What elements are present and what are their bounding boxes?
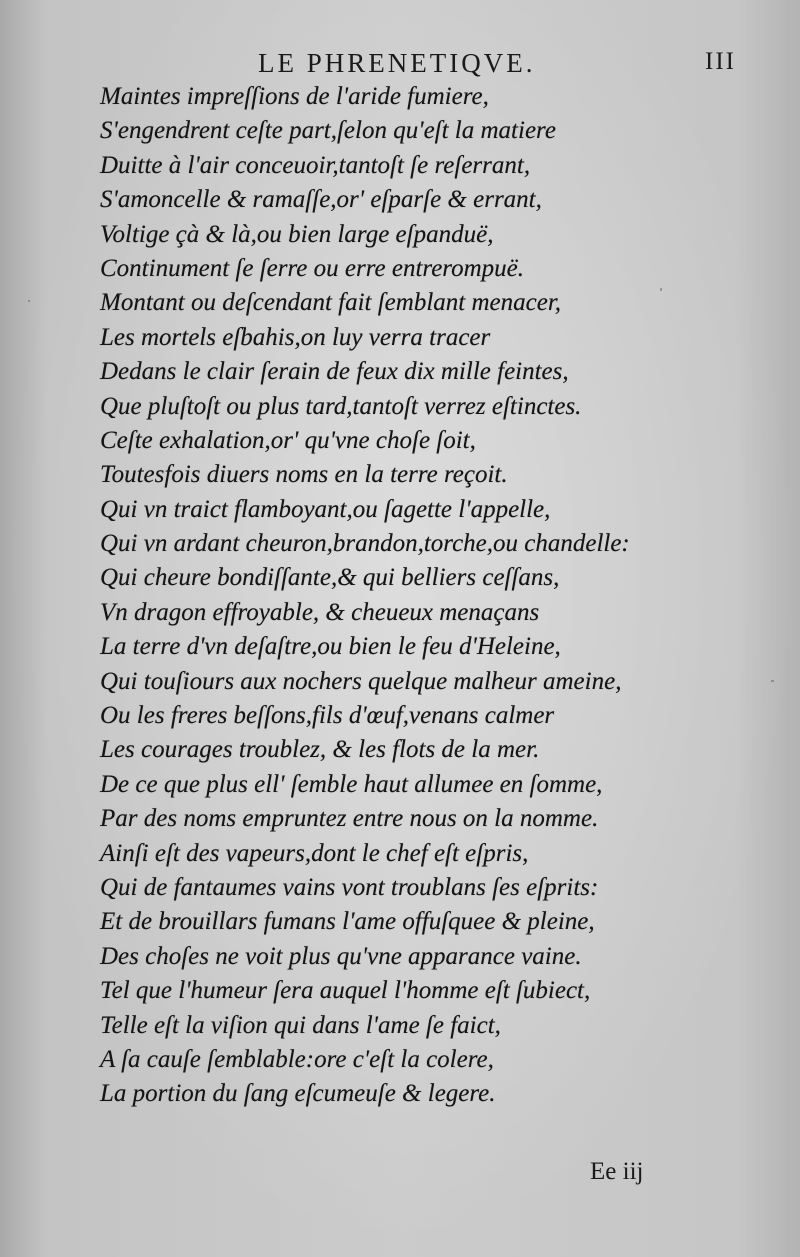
- verse-line: Qui vn ardant cheuron,brandon,torche,ou chandelle:: [100, 530, 630, 558]
- paper-speck: [771, 680, 774, 682]
- page-number: III: [705, 48, 736, 75]
- verse-line: Telle eſt la viſion qui dans l'ame ſe faict,: [100, 1011, 501, 1039]
- verse-line: Voltige çà & là,ou bien large eſpanduë,: [100, 220, 494, 248]
- verse-line: De ce que plus ell' ſemble haut allumee en ſomme,: [100, 770, 603, 798]
- verse-line: Ainſi eſt des vapeurs,dont le chef eſt eſpris,: [100, 839, 529, 867]
- verse-line: Par des noms empruntez entre nous on la nomme.: [100, 805, 599, 833]
- running-head: [0, 44, 800, 84]
- verse-line: Et de brouillars fumans l'ame offuſquee & pleine,: [100, 908, 595, 936]
- verse-line: Maintes impreſſions de l'aride fumiere,: [100, 83, 489, 110]
- verse-line: Que pluſtoſt ou plus tard,tantoſt verrez eſtinctes.: [100, 392, 582, 420]
- verse-line: Les mortels eſbahis,on luy verra tracer: [100, 323, 491, 351]
- verse-line: Continument ſe ſerre ou erre entrerompuë.: [100, 254, 524, 282]
- verse-line: Ou les freres beſſons,fils d'œuf,venans calmer: [100, 702, 555, 730]
- verse-line: Qui vn traict flamboyant,ou ſagette l'appelle,: [100, 495, 551, 523]
- verse-line: Les courages troublez, & les flots de la mer.: [100, 736, 540, 764]
- verse-line: La terre d'vn deſaſtre,ou bien le feu d'Heleine,: [100, 633, 561, 661]
- verse-line: Montant ou deſcendant fait ſemblant menacer,: [100, 289, 562, 317]
- verse-line: La portion du ſang eſcumeuſe & legere.: [100, 1080, 496, 1108]
- running-title: LE PHRENETIQVE.: [258, 48, 536, 78]
- verse-line: A ſa cauſe ſemblable:ore c'eſt la colere,: [100, 1045, 494, 1073]
- verse-line: Vn dragon effroyable, & cheueux menaçans: [100, 598, 540, 626]
- verse-line: Qui cheure bondiſſante,& qui belliers ceſſans,: [100, 564, 560, 592]
- verse-line: Dedans le clair ſerain de feux dix mille feintes,: [100, 358, 569, 386]
- paper-speck: [28, 300, 30, 302]
- verse-line: Des choſes ne voit plus qu'vne apparance vaine.: [100, 942, 582, 970]
- verse-line: Duitte à l'air conceuoir,tantoſt ſe reſerrant,: [100, 151, 531, 179]
- verse-line: Tel que l'humeur ſera auquel l'homme eſt ſubiect,: [100, 977, 591, 1005]
- verse-line: Qui touſiours aux nochers quelque malheur ameine,: [100, 667, 622, 695]
- verse-line: Ceſte exhalation,or' qu'vne choſe ſoit,: [100, 426, 476, 454]
- poem: [100, 80, 740, 1112]
- verse-line: Qui de fantaumes vains vont troublans ſes eſprits:: [100, 873, 599, 901]
- verse-line: S'amoncelle & ramaſſe,or' eſparſe & errant,: [100, 186, 542, 214]
- verse-line: S'engendrent ceſte part,ſelon qu'eſt la matiere: [100, 117, 556, 145]
- signature-mark: Ee iij: [590, 1158, 644, 1185]
- verse-line: Toutesfois diuers noms en la terre reçoit.: [100, 461, 508, 489]
